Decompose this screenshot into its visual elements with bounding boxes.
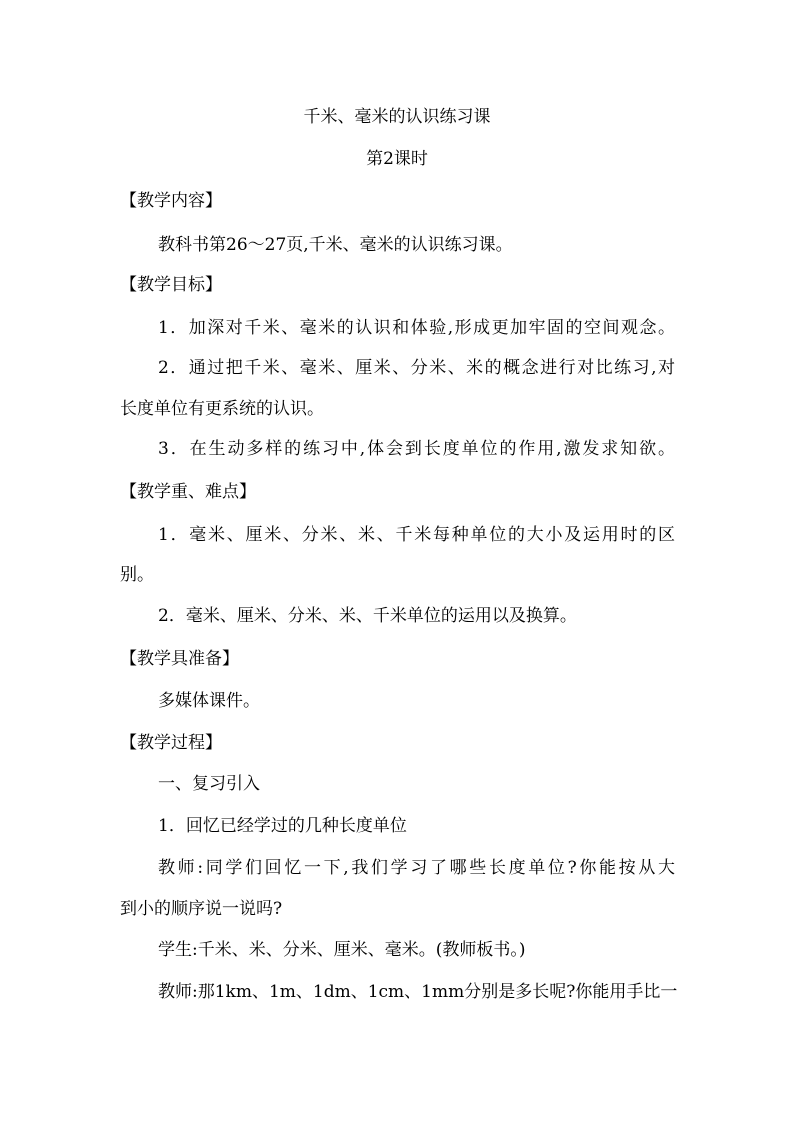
paragraph-materials: 多媒体课件。: [158, 691, 260, 711]
process-step-1: 1．回忆已经学过的几种长度单位: [158, 816, 407, 836]
section-heading-process: 【教学过程】: [120, 733, 222, 753]
process-part-1: 一、复习引入: [158, 774, 260, 794]
key-point-2: 2．毫米、厘米、分米、米、千米单位的运用以及换算。: [158, 606, 577, 626]
goal-item-3: 3．在生动多样的练习中,体会到长度单位的作用,激发求知欲。: [158, 439, 675, 459]
teacher-dialogue-1-continued: 到小的顺序说一说吗?: [120, 899, 283, 919]
paragraph-content: 教科书第26～27页,千米、毫米的认识练习课。: [158, 235, 513, 255]
teacher-dialogue-1: 教师:同学们回忆一下,我们学习了哪些长度单位?你能按从大: [158, 858, 675, 878]
key-point-1: 1．毫米、厘米、分米、米、千米每种单位的大小及运用时的区: [158, 525, 675, 545]
section-heading-content: 【教学内容】: [120, 191, 222, 211]
lesson-period: 第2课时: [366, 149, 428, 169]
section-heading-materials: 【教学具准备】: [120, 649, 239, 669]
goal-item-1: 1．加深对千米、毫米的认识和体验,形成更加牢固的空间观念。: [158, 318, 675, 338]
key-point-1-continued: 别。: [120, 565, 154, 585]
section-heading-key-points: 【教学重、难点】: [120, 482, 256, 502]
section-heading-goals: 【教学目标】: [120, 275, 222, 295]
goal-item-2: 2．通过把千米、毫米、厘米、分米、米的概念进行对比练习,对: [158, 358, 675, 378]
document-title: 千米、毫米的认识练习课: [303, 107, 491, 127]
teacher-dialogue-2: 教师:那1km、1m、1dm、1cm、1mm分别是多长呢?你能用手比一: [158, 982, 678, 1002]
student-dialogue-1: 学生:千米、米、分米、厘米、毫米。(教师板书。): [158, 940, 526, 960]
goal-item-2-continued: 长度单位有更系统的认识。: [120, 399, 324, 419]
